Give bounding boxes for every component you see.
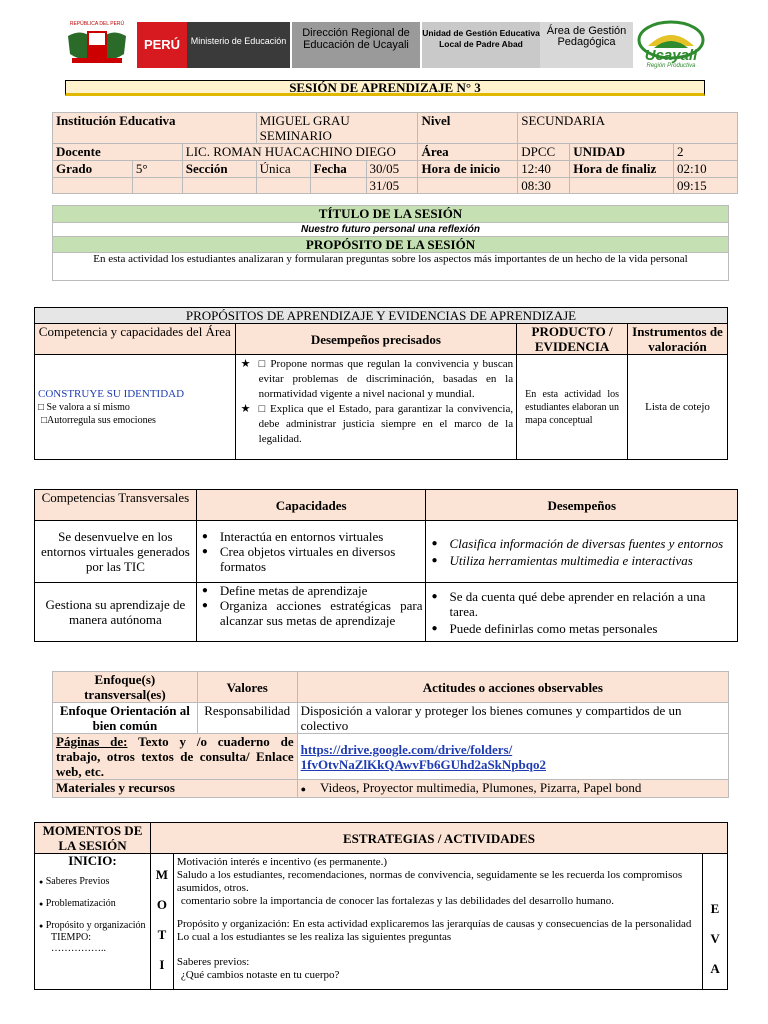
paginas-label: Páginas de: [56, 734, 128, 749]
prop-header-desempenos: Desempeños precisados [235, 324, 516, 355]
hora-fin-2: 09:15 [674, 178, 738, 194]
ucayali-text: Ucayali [644, 47, 698, 64]
trans-header-competencias: Competencias Transversales [35, 490, 197, 521]
trans-des-1-1: ● Clasifica información de diversas fuentes y entornos [429, 536, 734, 551]
bullet-icon: ● [300, 784, 307, 794]
trans-des-2-2: ● Puede definirlas como metas personales [429, 621, 734, 636]
inicio-item-1: ● Saberes Previos [39, 876, 110, 887]
grado-label: Grado [53, 161, 133, 178]
materiales-cell [297, 780, 728, 798]
proposito-value: En esta actividad los estudiantes analizaran y formularan preguntas sobre los aspectos más importantes de un hecho de la vida personal [53, 253, 729, 281]
peru-box: PERÚ [137, 22, 187, 68]
enfoque-header: Enfoque(s) transversal(es) [53, 672, 198, 703]
titulo-value: Nuestro futuro personal una reflexión [53, 223, 729, 237]
hora-inicio-1: 12:40 [518, 161, 570, 178]
materiales-value: Videos, Proyector multimedia, Plumones, Pizarra, Papel bond [320, 780, 642, 795]
trans-cap-1-2: ● Crea objetos virtuales en diversos formatos [200, 544, 423, 574]
titulo-table [52, 205, 729, 281]
fecha-label: Fecha [310, 161, 366, 178]
star-icon: ★ [240, 358, 251, 370]
transversales-table [34, 489, 738, 642]
actitudes-header: Actitudes o acciones observables [297, 672, 728, 703]
grado-value: 5° [132, 161, 182, 178]
trans-des-1-2: ● Utiliza herramientas multimedia e interactivas [429, 553, 734, 568]
strategy-p5: Saberes previos: [176, 956, 250, 968]
tiempo-label: TIEMPO: [51, 932, 91, 943]
trans-cap-2-1: ● Define metas de aprendizaje [200, 583, 423, 598]
valores-value: Responsabilidad [197, 703, 297, 734]
hora-inicio-2: 08:30 [518, 178, 570, 194]
docente-value: LIC. ROMAN HUACACHINO DIEGO [182, 144, 418, 161]
trans-comp-2: Gestiona su aprendizaje de manera autónoma [35, 583, 197, 642]
inicio-item-3: ● Propósito y organización [39, 920, 146, 931]
escudo-logo [62, 18, 132, 68]
bullet-icon: ● [39, 922, 44, 930]
tiempo-dots: …………….. [51, 943, 106, 954]
bullet-icon: ● [39, 878, 44, 886]
star-icon: ★ [240, 403, 251, 415]
strategy-p1: Motivación interés e incentivo (es permanente.) [176, 856, 388, 868]
trans-header-capacidades: Capacidades [196, 490, 426, 521]
propositos-table [34, 307, 728, 460]
seccion-label: Sección [182, 161, 256, 178]
enfoque-table [52, 671, 729, 798]
info-table [52, 112, 738, 194]
area-label: Área [418, 144, 518, 161]
escudo-text: REPÚBLICA DEL PERÚ [69, 21, 125, 27]
fecha-value-1: 30/05 [366, 161, 418, 178]
prop-header-instrumentos: Instrumentos de valoración [628, 324, 728, 355]
nivel-value: SECUNDARIA [518, 113, 738, 144]
ucayali-subtext: Región Productiva [646, 63, 696, 69]
dre-box: Dirección Regional de Educación de Ucayali [292, 22, 420, 68]
trans-des-2-1: ● Se da cuenta qué debe aprender en relación a una tarea. [429, 589, 734, 619]
inicio-item-2: ● Problematización [39, 898, 116, 909]
seccion-value: Única [256, 161, 310, 178]
hora-inicio-label: Hora de inicio [418, 161, 518, 178]
competencia-name: CONSTRUYE SU IDENTIDAD [38, 387, 185, 400]
agp-box: Área de Gestión Pedagógica [540, 22, 633, 68]
capacidad-2: □Autorregula sus emociones [41, 414, 156, 426]
titulo-label: TÍTULO DE LA SESIÓN [53, 206, 729, 223]
eva-letters: E V A [710, 901, 720, 976]
ie-label: Institución Educativa [53, 113, 257, 144]
trans-comp-1: Se desenvuelve en los entornos virtuales generados por las TIC [35, 521, 197, 583]
ie-value: MIGUEL GRAU SEMINARIO [256, 113, 418, 144]
strategy-p2: Saludo a los estudiantes, recomendaciones, normas de convivencia, seguidamente se les recuerda los compromisos asumidos, otros. [176, 869, 683, 894]
session-title: SESIÓN DE APRENDIZAJE N° 3 [65, 80, 705, 96]
ucayali-logo [636, 20, 706, 70]
unidad-label: UNIDAD [570, 144, 674, 161]
momentos-header: MOMENTOS DE LA SESIÓN [35, 823, 151, 854]
estrategias-header: ESTRATEGIAS / ACTIVIDADES [150, 823, 727, 854]
strategy-p6: ¿Qué cambios notaste en tu cuerpo? [180, 969, 340, 981]
prop-header-producto: PRODUCTO / EVIDENCIA [517, 324, 628, 355]
minedu-box: Ministerio de Educación [187, 22, 290, 68]
nivel-label: Nivel [418, 113, 518, 144]
enfoque-value: Enfoque Orientación al bien común [53, 703, 198, 734]
proposito-label: PROPÓSITO DE LA SESIÓN [53, 237, 729, 253]
inicio-label: INICIO: [68, 853, 117, 868]
prop-header-competencia: Competencia y capacidades del Área [35, 324, 236, 355]
valores-header: Valores [197, 672, 297, 703]
paginas-cell [53, 734, 298, 780]
trans-header-desempenos: Desempeños [426, 490, 738, 521]
producto-value: En esta actividad los estudiantes elaboran un mapa conceptual [517, 355, 628, 460]
hora-fin-label: Hora de finaliz [570, 161, 674, 178]
paginas-text: Texto y /o cuaderno de trabajo, otros textos de consulta/ Enlace web, etc. [56, 734, 294, 779]
momentos-table [34, 822, 728, 990]
fecha-value-2: 31/05 [366, 178, 418, 194]
desempeno-1: ★ □ Propone normas que regulan la convivencia y buscan evitar problemas de discriminación, basadas en la normatividad vigente a nivel nacional y mundial. [240, 358, 514, 400]
unidad-value: 2 [674, 144, 738, 161]
strategy-p4: Propósito y organización: En esta actividad explicaremos las jerarquías de causas y consecuencias de la personalidad Lo cual a los estudiantes se les realiza las siguientes preguntas [176, 918, 692, 943]
bullet-icon: ● [39, 900, 44, 908]
drive-link[interactable]: https://drive.google.com/drive/folders/ 1fvOtvNaZlKkQAwvFb6GUhd2aSkNpbqo2 [300, 741, 546, 772]
materiales-label: Materiales y recursos [53, 780, 298, 798]
propositos-title: PROPÓSITOS DE APRENDIZAJE Y EVIDENCIAS DE APRENDIZAJE [35, 308, 728, 324]
trans-cap-2-2: ● Organiza acciones estratégicas para alcanzar sus metas de aprendizaje [200, 598, 423, 628]
strategy-p3: comentario sobre la importancia de conocer las fortalezas y las debilidades del desarrollo humano. [180, 895, 615, 907]
ugel-box: Unidad de Gestión Educativa Local de Padre Abad [422, 22, 540, 68]
instrumento-value: Lista de cotejo [628, 355, 728, 460]
area-value: DPCC [518, 144, 570, 161]
capacidad-1: □ Se valora a sí mismo [38, 401, 130, 413]
trans-cap-1-1: ● Interactúa en entornos virtuales [200, 529, 423, 544]
docente-label: Docente [53, 144, 183, 161]
hora-fin-1: 02:10 [674, 161, 738, 178]
desempeno-2: ★ □ Explica que el Estado, para garantizar la convivencia, debe administrar justicia siempre en el marco de la legalidad. [240, 403, 514, 445]
actitudes-value: Disposición a valorar y proteger los bienes comunes y compartidos de un colectivo [297, 703, 728, 734]
moti-letters: M O T I [155, 867, 169, 972]
